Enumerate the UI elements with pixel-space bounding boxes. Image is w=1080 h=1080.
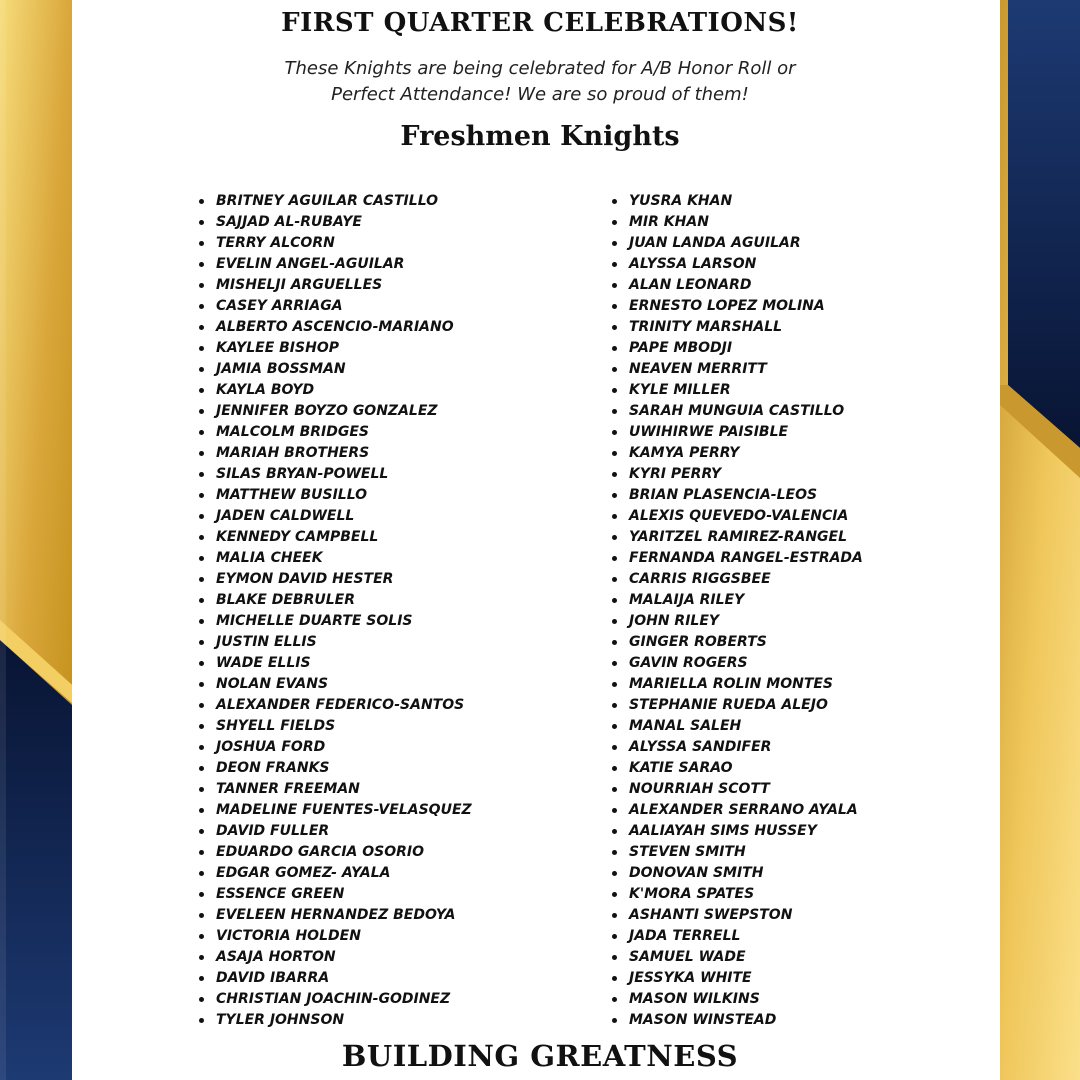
list-item [198,212,472,233]
bullet-icon [612,913,617,918]
bullet-icon [612,598,617,603]
student-name: JUSTIN ELLIS [216,634,317,650]
student-name: JADA TERRELL [629,928,741,944]
bullet-icon [199,766,204,771]
student-name: ASHANTI SWEPSTON [629,907,793,923]
list-item [198,506,472,527]
bullet-icon [612,1018,617,1023]
list-item [198,821,472,842]
bullet-icon [612,556,617,561]
bullet-icon [199,241,204,246]
student-name: KYLE MILLER [629,382,731,398]
bullet-icon [199,661,204,666]
list-item [611,380,863,401]
bullet-icon [612,787,617,792]
student-name: SAJJAD AL-RUBAYE [216,214,362,230]
list-item [611,695,863,716]
student-name: STEVEN SMITH [629,844,746,860]
student-name: MATTHEW BUSILLO [216,487,368,503]
bullet-icon [612,241,617,246]
list-item [198,380,472,401]
student-name: MIR KHAN [629,214,709,230]
list-item [611,800,863,821]
bullet-icon [612,682,617,687]
list-item [611,359,863,380]
bullet-icon [612,430,617,435]
list-item [198,233,472,254]
list-item [198,800,472,821]
student-name: TYLER JOHNSON [216,1012,345,1028]
bullet-icon [612,892,617,897]
list-item [198,590,472,611]
bullet-icon [199,283,204,288]
student-name: JADEN CALDWELL [216,508,355,524]
bullet-icon [612,577,617,582]
student-name: KAYLA BOYD [216,382,315,398]
list-item [198,548,472,569]
list-item [611,716,863,737]
list-item [198,191,472,212]
bullet-icon [199,346,204,351]
list-item [611,968,863,989]
list-item [198,884,472,905]
bullet-icon [199,304,204,309]
list-item [198,989,472,1010]
bullet-icon [612,808,617,813]
bullet-icon [199,892,204,897]
student-name: MALAIJA RILEY [629,592,745,608]
student-name: KATIE SARAO [629,760,733,776]
list-item [611,506,863,527]
student-name: SHYELL FIELDS [216,718,336,734]
list-item [198,317,472,338]
student-name: YARITZEL RAMIREZ-RANGEL [629,529,848,545]
student-name: JAMIA BOSSMAN [216,361,346,377]
bullet-icon [612,934,617,939]
list-item [611,338,863,359]
student-name: MALCOLM BRIDGES [216,424,370,440]
bullet-icon [199,976,204,981]
list-item [198,422,472,443]
bullet-icon [612,199,617,204]
bullet-icon [612,871,617,876]
student-name: EDUARDO GARCIA OSORIO [216,844,425,860]
bullet-icon [612,220,617,225]
student-name: MISHELJI ARGUELLES [216,277,383,293]
student-name: MASON WILKINS [629,991,760,1007]
student-name: CASEY ARRIAGA [216,298,343,314]
bullet-icon [199,724,204,729]
bullet-icon [612,661,617,666]
student-name: UWIHIRWE PAISIBLE [629,424,789,440]
bullet-icon [199,409,204,414]
bullet-icon [199,871,204,876]
student-name: ALEXANDER SERRANO AYALA [629,802,858,818]
student-name: ALEXANDER FEDERICO-SANTOS [216,697,465,713]
student-name: CARRIS RIGGSBEE [629,571,771,587]
bullet-icon [612,745,617,750]
student-name: STEPHANIE RUEDA ALEJO [629,697,828,713]
bullet-icon [199,367,204,372]
bullet-icon [199,535,204,540]
student-name: EVELIN ANGEL-AGUILAR [216,256,405,272]
list-item [198,926,472,947]
list-item [611,569,863,590]
list-item [611,611,863,632]
student-name: PAPE MBODJI [629,340,733,356]
subtitle-line-2: Perfect Attendance! We are so proud of them! [331,84,749,105]
list-item [611,653,863,674]
bullet-icon [612,619,617,624]
list-item [198,863,472,884]
list-item [198,695,472,716]
bullet-icon [199,913,204,918]
bullet-icon [612,535,617,540]
list-item [198,947,472,968]
names-list-left [198,191,472,1031]
student-name: EDGAR GOMEZ- AYALA [216,865,391,881]
bullet-icon [199,262,204,267]
left-navy-wedge [0,640,72,1080]
student-name: FERNANDA RANGEL-ESTRADA [629,550,863,566]
list-item [611,422,863,443]
bullet-icon [199,493,204,498]
student-name: AALIAYAH SIMS HUSSEY [629,823,817,839]
bullet-icon [612,766,617,771]
bullet-icon [199,640,204,645]
list-item [611,548,863,569]
student-name: MALIA CHEEK [216,550,323,566]
list-item [611,884,863,905]
list-item [611,527,863,548]
student-name: BRITNEY AGUILAR CASTILLO [216,193,439,209]
bullet-icon [612,451,617,456]
bullet-icon [199,619,204,624]
student-name: TRINITY MARSHALL [629,319,783,335]
names-list-right [611,191,863,1031]
list-item [198,758,472,779]
list-item [611,863,863,884]
student-name: JUAN LANDA AGUILAR [629,235,801,251]
student-name: SAMUEL WADE [629,949,746,965]
bullet-icon [612,640,617,645]
list-item [611,989,863,1010]
bullet-icon [612,829,617,834]
student-name: MANAL SALEH [629,718,742,734]
bullet-icon [199,325,204,330]
bullet-icon [199,430,204,435]
student-name: MASON WINSTEAD [629,1012,777,1028]
bullet-icon [612,262,617,267]
student-name: ASAJA HORTON [216,949,336,965]
list-item [611,443,863,464]
bullet-icon [199,745,204,750]
student-name: JOHN RILEY [629,613,720,629]
list-item [198,401,472,422]
bullet-icon [612,703,617,708]
bullet-icon [199,1018,204,1023]
list-item [198,359,472,380]
bullet-icon [199,451,204,456]
student-name: TERRY ALCORN [216,235,335,251]
list-item [611,926,863,947]
bullet-icon [199,850,204,855]
bullet-icon [199,997,204,1002]
student-name: JESSYKA WHITE [629,970,752,986]
bullet-icon [199,808,204,813]
bullet-icon [199,514,204,519]
student-name: YUSRA KHAN [629,193,733,209]
list-item [198,464,472,485]
list-item [198,254,472,275]
list-item [198,443,472,464]
bullet-icon [199,955,204,960]
list-item [198,779,472,800]
list-item [198,275,472,296]
student-name: MARIELLA ROLIN MONTES [629,676,834,692]
subtitle-line-1: These Knights are being celebrated for A/B Honor Roll or [284,58,796,79]
list-item [611,464,863,485]
student-name: KAYLEE BISHOP [216,340,339,356]
list-item [611,737,863,758]
student-name: TANNER FREEMAN [216,781,360,797]
list-item [611,191,863,212]
list-item [198,485,472,506]
student-name: K'MORA SPATES [629,886,755,902]
bullet-icon [612,976,617,981]
list-item [611,674,863,695]
student-name: MICHELLE DUARTE SOLIS [216,613,413,629]
bullet-icon [612,724,617,729]
student-name: BRIAN PLASENCIA-LEOS [629,487,818,503]
list-item [611,842,863,863]
student-name: DAVID FULLER [216,823,330,839]
student-name: KENNEDY CAMPBELL [216,529,379,545]
student-name: DEON FRANKS [216,760,330,776]
bullet-icon [199,577,204,582]
student-name: EYMON DAVID HESTER [216,571,394,587]
list-item [198,338,472,359]
bullet-icon [612,325,617,330]
student-name: EVELEEN HERNANDEZ BEDOYA [216,907,456,923]
bullet-icon [612,493,617,498]
list-item [611,1010,863,1031]
bullet-icon [612,850,617,855]
student-name: ALEXIS QUEVEDO-VALENCIA [629,508,849,524]
list-item [611,254,863,275]
student-name: NEAVEN MERRITT [629,361,767,377]
list-item [198,968,472,989]
page-subtitle [280,56,800,108]
student-name: BLAKE DEBRULER [216,592,355,608]
student-name: KAMYA PERRY [629,445,740,461]
list-item [611,296,863,317]
student-name: ALBERTO ASCENCIO-MARIANO [216,319,454,335]
list-item [611,275,863,296]
bullet-icon [612,514,617,519]
bullet-icon [612,472,617,477]
student-name: KYRI PERRY [629,466,722,482]
left-highlight [0,0,6,1080]
bullet-icon [199,556,204,561]
student-name: VICTORIA HOLDEN [216,928,361,944]
list-item [611,905,863,926]
bullet-icon [199,934,204,939]
bullet-icon [612,346,617,351]
list-item [198,653,472,674]
student-name: GINGER ROBERTS [629,634,767,650]
student-name: DAVID IBARRA [216,970,330,986]
student-name: JOSHUA FORD [216,739,326,755]
student-name: ALYSSA LARSON [629,256,757,272]
bullet-icon [612,409,617,414]
bullet-icon [612,283,617,288]
list-item [611,212,863,233]
list-item [611,233,863,254]
right-navy-wedge [1008,0,1080,448]
bullet-icon [612,367,617,372]
list-item [198,1010,472,1031]
footer-slogan: BUILDING GREATNESS [341,1039,739,1073]
bullet-icon [199,388,204,393]
student-name: SARAH MUNGUIA CASTILLO [629,403,845,419]
student-name: ALAN LEONARD [629,277,752,293]
bullet-icon [199,220,204,225]
student-name: SILAS BRYAN-POWELL [216,466,389,482]
student-name: NOLAN EVANS [216,676,329,692]
list-item [198,842,472,863]
student-name: JENNIFER BOYZO GONZALEZ [216,403,438,419]
bullet-icon [612,388,617,393]
student-name: ALYSSA SANDIFER [629,739,772,755]
student-name: CHRISTIAN JOACHIN-GODINEZ [216,991,451,1007]
list-item [611,632,863,653]
bullet-icon [612,955,617,960]
list-item [611,317,863,338]
list-item [198,632,472,653]
student-name: ERNESTO LOPEZ MOLINA [629,298,825,314]
bullet-icon [199,703,204,708]
student-name: GAVIN ROGERS [629,655,748,671]
list-item [611,401,863,422]
student-name: MADELINE FUENTES-VELASQUEZ [216,802,472,818]
list-item [198,674,472,695]
student-name: NOURRIAH SCOTT [629,781,770,797]
bullet-icon [199,199,204,204]
bullet-icon [612,997,617,1002]
list-item [198,611,472,632]
student-name: WADE ELLIS [216,655,311,671]
student-name: DONOVAN SMITH [629,865,764,881]
bullet-icon [199,472,204,477]
list-item [198,737,472,758]
list-item [198,569,472,590]
list-item [611,485,863,506]
bullet-icon [612,304,617,309]
page-title: FIRST QUARTER CELEBRATIONS! [281,8,799,38]
list-item [611,758,863,779]
list-item [198,296,472,317]
bullet-icon [199,598,204,603]
bullet-icon [199,829,204,834]
list-item [611,779,863,800]
list-item [198,905,472,926]
student-name: MARIAH BROTHERS [216,445,370,461]
bullet-icon [199,787,204,792]
list-item [198,716,472,737]
list-item [611,590,863,611]
student-name: ESSENCE GREEN [216,886,345,902]
list-item [611,821,863,842]
list-item [198,527,472,548]
bullet-icon [199,682,204,687]
list-item [611,947,863,968]
section-heading: Freshmen Knights [400,121,680,152]
